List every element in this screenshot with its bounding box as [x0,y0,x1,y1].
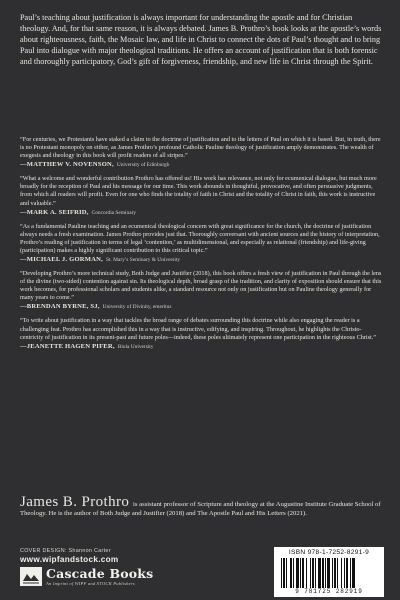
publisher-imprint: An Imprint of WIPF and STOCK Publishers [46,581,135,586]
barcode-bar [300,558,301,588]
barcode-bar [318,558,321,588]
endorser-affiliation: Biola University [117,343,154,350]
cover-design-credit: COVER DESIGN: Shannon Carter [20,548,111,554]
endorsement-quote: “To write about justification in a way that tackles the broad range of debates surrounding this doctrine while also engaging the reader is a challenging feat. Prothro has accomplished this in a way that is instructive, edifying, and inspiring. Throughout, he highlights the Christo-centricity of justification in its present-past and future poles—indeed, these poles ultimately represent one participation in the righteous Christ.” [20,317,377,341]
barcode-bar [293,558,294,588]
barcode-number: 9 781725 282919 [295,588,363,595]
barcode-panel [274,547,384,597]
barcode-bar [346,558,348,588]
endorsement [20,223,382,264]
barcode-bar [306,558,307,588]
endorsement [20,270,382,311]
endorser-name: —MATTHEW V. NOVENSON, [20,161,114,169]
barcode-bar [302,558,304,588]
barcode-bar [296,558,299,588]
barcode-bar [341,558,342,588]
barcode-bar [290,558,292,588]
endorsement-attribution [20,343,382,351]
author-bio [20,494,382,518]
barcode-bar [327,558,330,588]
endorsements [20,136,382,357]
endorser-affiliation: University of Divinity, emeritus [102,304,172,311]
barcode-bar [283,558,285,588]
barcode-bar [322,558,324,588]
author-name: James B. Prothro [20,494,130,510]
publisher-block [20,567,230,586]
publisher-name: Cascade Books [46,566,154,581]
barcode-bar [350,558,351,588]
endorser-affiliation: St. Mary’s Seminary & University [105,257,181,264]
endorsement-quote: “For centuries, we Protestants have staked a claim to the doctrine of justification and to the letters of Paul on which it is based. But, in truth, there is no Protestant monopoly on either, as James Prothro’s profound Catholic Pauline theology of justification amply demonstrates. The wealth of exegesis and theology in this book will profit readers of all stripes.” [20,136,381,160]
barcode-bar [352,558,355,588]
endorsement-quote: “Developing Prothro’s more technical study, Both Judge and Justifier (2018), this book offers a fresh view of justification in Paul through the lens of the divine (two-sided) contention against sin. Its theological depth, broad grasp of the tradition, and clarity of exposition should ensure that this work becomes, for professional scholars and students alike, a standard resource not only on justification but on Pauline theology generally for many years to come.” [20,270,382,302]
barcode-bar [312,558,314,588]
book-description: Paul’s teaching about justification is always important for understanding the apostle and for Christian theology. And, for that same reason, it is always debated. James B. Prothro’s book looks at the apostle’s words about righteousness, faith, the Mosaic law, and life in Christ to connect the dots of Paul’s thought and to bring Paul into dialogue with major theological traditions. He offers an account of justification that is both forensic and thoroughly participatory, God’s gift of forgiveness, friendship, and new life in Christ through the Spirit. [20,13,382,66]
barcode-bar [315,558,316,588]
publisher-website: www.wipfandstock.com [20,555,119,564]
endorser-name: —MICHAEL J. GORMAN, [20,256,103,264]
isbn-label: ISBN 978-1-7252-8291-9 [288,549,370,556]
endorser-name: —MARK A. SEIFRID, [20,208,89,216]
endorsement-quote: “As a fundamental Pauline teaching and an ecumenical theological concern with great significance for the church, the doctrine of justification always needs a fresh examination. James Prothro provides just that. Thoroughly conversant with ancient sources and the history of interpretation, Prothro’s reading of justification in terms of legal ‘contention,’ as multidimensional, and especially as relational (friendship) and life-giving (participation) makes a highly significant contribution to this critical topic.” [20,222,380,254]
endorser-name: —JEANETTE HAGEN PIFER, [20,342,115,350]
endorsement-attribution [20,256,382,264]
endorser-affiliation: Concordia Seminary [91,209,137,216]
barcode-bar [332,558,333,588]
barcode-bar [281,558,282,588]
barcode-bar [334,558,336,588]
barcode-bar [325,558,326,588]
endorsement [20,175,382,216]
barcode-bar [344,558,345,588]
publisher-credits [20,548,230,586]
endorser-affiliation: University of Edinburgh [116,162,170,169]
endorsement-attribution [20,303,382,311]
endorsement [20,136,382,169]
barcode-bar [310,558,311,588]
endorser-name: —BRENDAN BYRNE, SJ, [20,303,100,311]
barcode-bar [337,558,338,588]
cascade-logo-icon [20,567,42,586]
barcode-bar [286,558,287,588]
endorsement-attribution [20,209,382,217]
endorsement [20,317,382,350]
barcode-graphic [281,558,377,588]
author-bio-text: is assistant professor of Scripture and theology at the Augustine Institute Graduate School of Theology. He is the author of Both Judge and Justifier (2018) and The Apostle Paul and His Letters (2021). [20,501,381,517]
endorsement-attribution [20,161,382,169]
endorsement-quote: “What a welcome and wonderful contribution Prothro has offered us! His work has relevance, not only for ecumenical dialogue, but much more broadly for the reception of Paul and his message for our time. This work abounds in thoughtful, provocative, and often persuasive judgments, from which all readers will profit. Even for one who finds the totality of faith in Christ and the totality of Christ in faith, this work is instructive and valuable.” [20,175,377,207]
